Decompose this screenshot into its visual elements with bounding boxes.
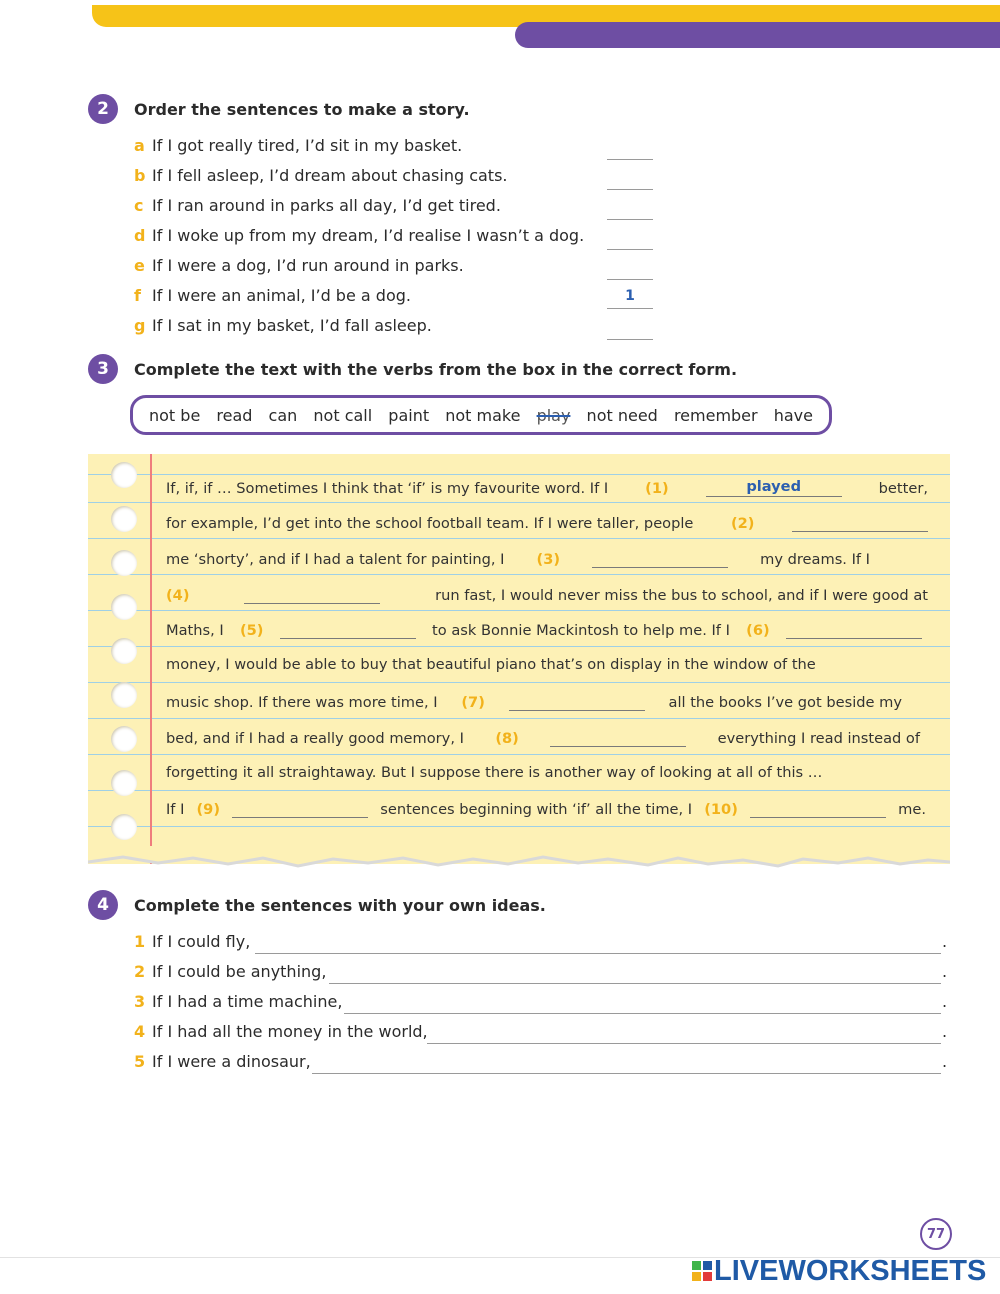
- gap-number: (7): [461, 694, 485, 711]
- text-line: [166, 620, 922, 639]
- order-answer-f[interactable]: 1: [607, 288, 653, 309]
- sentence-end: .: [942, 932, 948, 951]
- exercise-4-number: 4: [88, 890, 118, 920]
- text-line: [166, 656, 900, 673]
- gap-number: (2): [730, 515, 755, 532]
- gap-6-input[interactable]: [786, 620, 922, 639]
- text-fragment: bed, and if I had a really good memory, I: [166, 730, 464, 747]
- item-number: 2: [134, 962, 146, 981]
- item-number: 1: [134, 932, 146, 951]
- list-item: [134, 962, 326, 981]
- list-item: [134, 286, 411, 305]
- text-fragment: everything I read instead of: [717, 730, 920, 747]
- sentence-end: .: [942, 992, 948, 1011]
- gap-7-input[interactable]: [509, 692, 645, 711]
- text-fragment: If I: [166, 801, 185, 818]
- word-box-item: read: [216, 405, 253, 425]
- gap-number: (3): [536, 551, 561, 568]
- list-item: [134, 316, 432, 335]
- text-fragment: better,: [878, 480, 928, 497]
- answer-line-1[interactable]: [255, 935, 941, 954]
- item-letter: a: [134, 136, 145, 155]
- ruled-line: [88, 610, 950, 611]
- list-item: [134, 1022, 428, 1041]
- text-fragment: If, if, if … Sometimes I think that ‘if’ is my favourite word. If I: [166, 480, 609, 497]
- answer-line-2[interactable]: [329, 965, 941, 984]
- text-fragment: all the books I’ve got beside my: [668, 694, 902, 711]
- margin-line: [150, 454, 152, 864]
- gap-5-input[interactable]: [280, 620, 416, 639]
- list-item: [134, 932, 250, 951]
- order-answer-c[interactable]: [607, 199, 653, 220]
- gap-8-input[interactable]: [550, 728, 686, 747]
- text-fragment: money, I would be able to buy that beautiful piano that’s on display in the window of the: [166, 656, 816, 673]
- gap-number: (10): [704, 801, 738, 818]
- gap-number: (9): [196, 801, 221, 818]
- item-text: If I had all the money in the world,: [152, 1022, 428, 1041]
- notebook-paper: [88, 454, 950, 864]
- order-answer-a[interactable]: [607, 139, 653, 160]
- item-number: 4: [134, 1022, 146, 1041]
- sentence-end: .: [942, 1052, 948, 1071]
- answer-line-3[interactable]: [344, 995, 941, 1014]
- item-letter: f: [134, 286, 141, 305]
- text-fragment: to ask Bonnie Mackintosh to help me. If I: [432, 622, 730, 639]
- ruled-line: [88, 646, 950, 647]
- item-letter: e: [134, 256, 145, 275]
- word-box: [130, 395, 832, 435]
- ruled-line: [88, 538, 950, 539]
- gap-3-input[interactable]: [592, 549, 728, 568]
- text-line: [166, 513, 928, 532]
- text-fragment: me ‘shorty’, and if I had a talent for painting, I: [166, 551, 505, 568]
- item-text: If I were a dinosaur,: [152, 1052, 311, 1071]
- punch-hole: [111, 770, 137, 796]
- text-fragment: me.: [898, 801, 926, 818]
- word-box-item: not call: [313, 405, 373, 425]
- word-box-item: remember: [673, 405, 758, 425]
- item-text: If I got really tired, I’d sit in my basket.: [152, 136, 463, 155]
- text-line: [166, 799, 926, 818]
- list-item: [134, 256, 464, 275]
- gap-2-input[interactable]: [792, 513, 928, 532]
- order-answer-e[interactable]: [607, 259, 653, 280]
- list-item: [134, 226, 584, 245]
- item-letter: b: [134, 166, 146, 185]
- item-number: 3: [134, 992, 146, 1011]
- word-box-item: paint: [388, 405, 430, 425]
- text-fragment: my dreams. If I: [760, 551, 870, 568]
- order-answer-b[interactable]: [607, 169, 653, 190]
- item-text: If I had a time machine,: [152, 992, 343, 1011]
- gap-4-input[interactable]: [244, 585, 380, 604]
- item-text: If I could fly,: [152, 932, 251, 951]
- text-fragment: for example, I’d get into the school football team. If I were taller, people: [166, 515, 694, 532]
- gap-1-input[interactable]: played: [706, 478, 842, 497]
- item-text: If I could be anything,: [152, 962, 327, 981]
- exercise-2-number: 2: [88, 94, 118, 124]
- header-purple-bar: [515, 22, 1000, 48]
- word-box-item-used: play: [536, 405, 571, 425]
- order-answer-d[interactable]: [607, 229, 653, 250]
- order-answer-g[interactable]: [607, 319, 653, 340]
- ruled-line: [88, 574, 950, 575]
- punch-hole: [111, 726, 137, 752]
- text-line: [166, 549, 870, 568]
- item-letter: d: [134, 226, 146, 245]
- word-box-item: not be: [149, 405, 201, 425]
- exercise-4-title: Complete the sentences with your own ideas.: [134, 896, 546, 915]
- list-item: [134, 1052, 311, 1071]
- text-line: [166, 728, 920, 747]
- text-line: [166, 764, 920, 781]
- gap-number: (8): [495, 730, 519, 747]
- punch-hole: [111, 506, 137, 532]
- ruled-line: [88, 474, 950, 475]
- torn-paper-edge: [88, 846, 950, 872]
- liveworksheets-logo-icon: [692, 1261, 712, 1281]
- brand-name: LIVEWORKSHEETS: [714, 1254, 987, 1287]
- ruled-line: [88, 682, 950, 683]
- ruled-line: [88, 826, 950, 827]
- list-item: [134, 166, 508, 185]
- text-fragment: Maths, I: [166, 622, 224, 639]
- gap-number: (1): [645, 480, 669, 497]
- gap-number: (6): [746, 622, 770, 639]
- sentence-end: .: [942, 962, 948, 981]
- word-box-item: have: [773, 405, 813, 425]
- text-fragment: forgetting it all straightaway. But I suppose there is another way of looking at all of this …: [166, 764, 823, 781]
- exercise-3-number: 3: [88, 354, 118, 384]
- item-number: 5: [134, 1052, 146, 1071]
- gap-9-input[interactable]: [232, 799, 368, 818]
- item-text: If I woke up from my dream, I’d realise I wasn’t a dog.: [152, 226, 585, 245]
- word-box-item: not make: [445, 405, 521, 425]
- list-item: [134, 196, 501, 215]
- ruled-line: [88, 502, 950, 503]
- text-fragment: music shop. If there was more time, I: [166, 694, 438, 711]
- item-letter: g: [134, 316, 146, 335]
- exercise-3-title: Complete the text with the verbs from the box in the correct form.: [134, 360, 738, 379]
- gap-number: (5): [239, 622, 264, 639]
- item-text: If I sat in my basket, I’d fall asleep.: [152, 316, 432, 335]
- text-fragment: sentences beginning with ‘if’ all the time, I: [380, 801, 693, 818]
- punch-hole: [111, 550, 137, 576]
- item-text: If I ran around in parks all day, I’d get tired.: [152, 196, 501, 215]
- ruled-line: [88, 754, 950, 755]
- punch-hole: [111, 682, 137, 708]
- item-text: If I were an animal, I’d be a dog.: [152, 286, 411, 305]
- item-text: If I fell asleep, I’d dream about chasing cats.: [152, 166, 508, 185]
- sentence-end: .: [942, 1022, 948, 1041]
- item-letter: c: [134, 196, 144, 215]
- text-fragment: run fast, I would never miss the bus to school, and if I were good at: [435, 587, 928, 604]
- text-line: [166, 478, 928, 497]
- gap-10-input[interactable]: [750, 799, 886, 818]
- list-item: [134, 136, 462, 155]
- punch-hole: [111, 594, 137, 620]
- punch-hole: [111, 462, 137, 488]
- gap-number: (4): [166, 587, 190, 604]
- liveworksheets-logo: [692, 1256, 986, 1286]
- answer-line-5[interactable]: [312, 1055, 941, 1074]
- text-line: [166, 585, 928, 604]
- word-box-item: can: [268, 405, 298, 425]
- ruled-line: [88, 718, 950, 719]
- answer-line-4[interactable]: [427, 1025, 941, 1044]
- item-text: If I were a dog, I’d run around in parks.: [152, 256, 464, 275]
- word-box-item: not need: [586, 405, 658, 425]
- exercise-2-title: Order the sentences to make a story.: [134, 100, 470, 119]
- punch-hole: [111, 638, 137, 664]
- list-item: [134, 992, 342, 1011]
- page-number: 77: [920, 1218, 952, 1250]
- text-line: [166, 692, 902, 711]
- ruled-line: [88, 790, 950, 791]
- punch-hole: [111, 814, 137, 840]
